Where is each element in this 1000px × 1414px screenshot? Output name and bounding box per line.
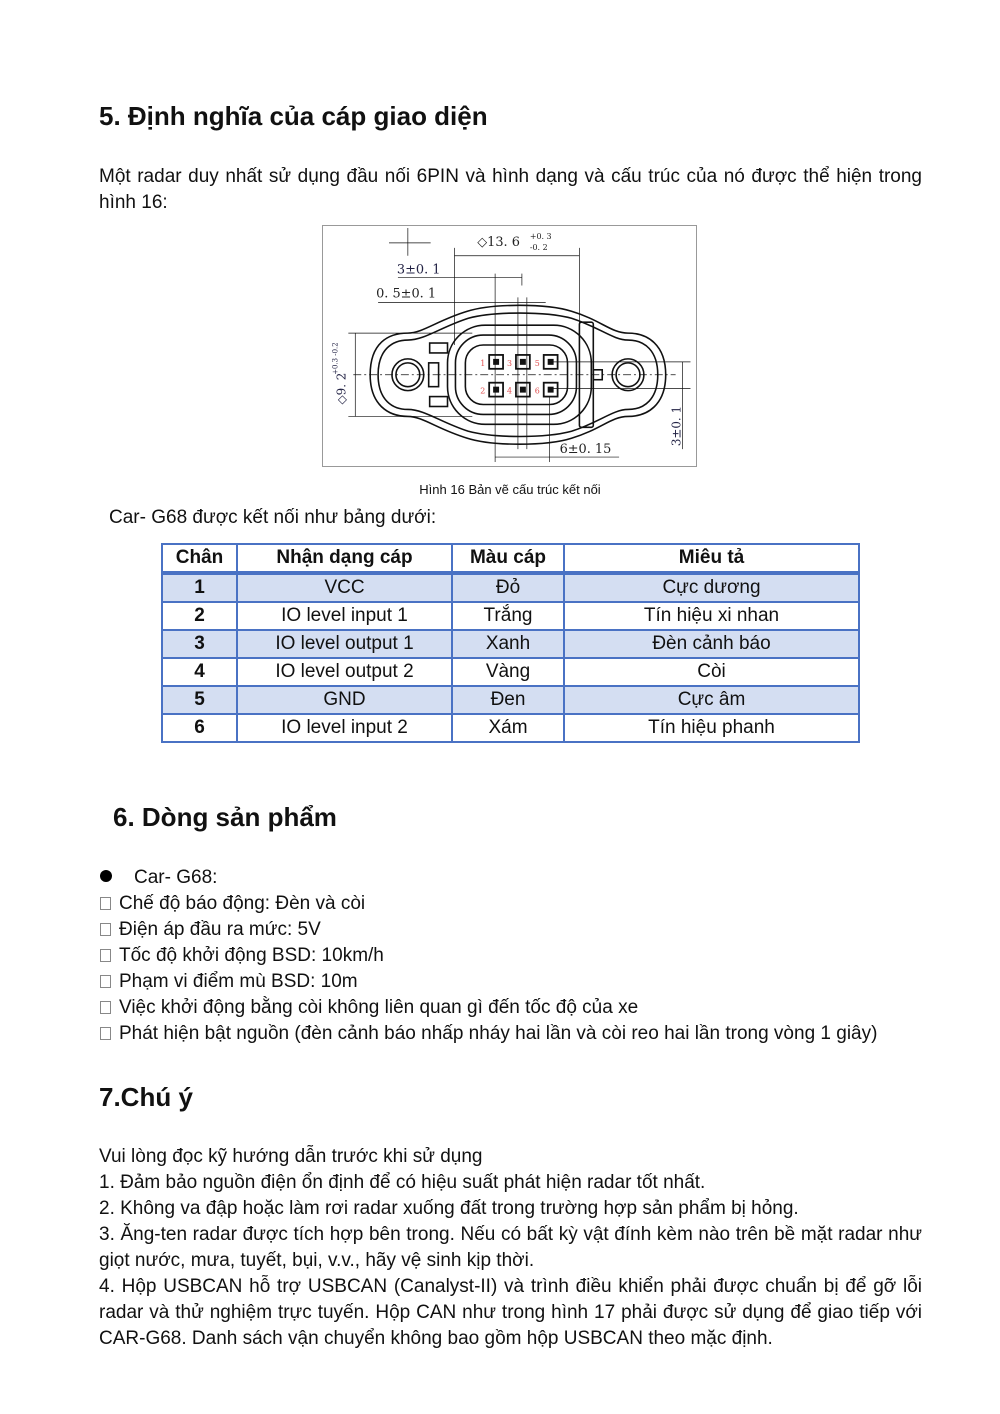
- checkbox-glyph-icon: [100, 923, 111, 936]
- note-item: 3. Ăng-ten radar được tích hợp bên trong. Nếu có bất kỳ vật đính kèm nào trên bề mặt radar như giọt nước, mưa, tuyết, bụi, v.v., hãy vệ sinh kịp thời.: [99, 1224, 922, 1271]
- table-row: [162, 630, 859, 658]
- bullet-icon: [100, 870, 112, 882]
- table-cell: Xanh: [452, 630, 564, 658]
- checkbox-glyph-icon: [100, 1027, 111, 1040]
- spec-item: [100, 917, 321, 943]
- dim-width-tol-minus: -0. 2: [529, 242, 548, 252]
- note-item: 4. Hộp USBCAN hỗ trợ USBCAN (Canalyst-II) và trình điều khiển phải được chuẩn bị để gỡ lỗi radar và thử nghiệm trực tuyến. Hộp CAN như trong hình 17 phải được sử dụng để giao tiếp với CAR-G68. Danh sách vận chuyển không bao gồm hộp USBCAN theo mặc định.: [99, 1276, 922, 1349]
- table-header-row: [162, 544, 859, 573]
- bullet-text: Car- G68:: [134, 867, 218, 888]
- table-row: [162, 658, 859, 686]
- dim-pitch-label: 3±0. 1: [396, 262, 441, 278]
- column-header: Màu cáp: [452, 544, 564, 573]
- spec-item-text: Chế độ báo động: Đèn và còi: [119, 893, 366, 914]
- checkbox-glyph-icon: [100, 949, 111, 962]
- table-cell: 1: [162, 573, 237, 602]
- bullet-item: [100, 865, 217, 891]
- table-cell: Xám: [452, 714, 564, 742]
- pin-label: 5: [534, 358, 540, 368]
- table-row: [162, 602, 859, 630]
- pin-label: 6: [534, 386, 540, 396]
- pin-label: 3: [507, 358, 513, 368]
- spec-item-text: Tốc độ khởi động BSD: 10km/h: [119, 945, 384, 966]
- note-item: 2. Không va đập hoặc làm rơi radar xuống đất trong trường hợp sản phẩm bị hỏng.: [99, 1198, 799, 1219]
- table-cell: Vàng: [452, 658, 564, 686]
- spec-item: [100, 995, 638, 1021]
- dim-width-label: ◇13. 6: [477, 234, 520, 250]
- table-cell: IO level output 1: [237, 630, 452, 658]
- table-cell: 5: [162, 686, 237, 714]
- checkbox-glyph-icon: [100, 897, 111, 910]
- section7-heading: 7.Chú ý: [99, 1082, 193, 1112]
- spec-item-text: Việc khởi động bằng còi không liên quan gì đến tốc độ của xe: [119, 997, 639, 1018]
- table-cell: Đèn cảnh báo: [564, 630, 859, 658]
- figure-caption: Hình 16 Bản vẽ cấu trúc kết nối: [419, 482, 601, 497]
- table-row: [162, 573, 859, 602]
- section7-body: [99, 1144, 922, 1352]
- pin-label: 4: [507, 386, 513, 396]
- table-cell: Tín hiệu phanh: [564, 714, 859, 742]
- pin-table: [161, 543, 860, 743]
- dim-span-label: 6±0. 15: [559, 442, 612, 458]
- dim-row-label: 3±0. 1: [669, 405, 684, 447]
- table-cell: Còi: [564, 658, 859, 686]
- table-cell: IO level input 1: [237, 602, 452, 630]
- spec-item-text: Phạm vi điểm mù BSD: 10m: [119, 971, 358, 992]
- spec-item: [100, 943, 384, 969]
- table-cell: Đỏ: [452, 573, 564, 602]
- table-cell: IO level input 2: [237, 714, 452, 742]
- table-cell: Trắng: [452, 602, 564, 630]
- table-cell: Cực dương: [564, 573, 859, 602]
- spec-item: [100, 891, 365, 917]
- table-cell: 4: [162, 658, 237, 686]
- section5-heading: 5. Định nghĩa của cáp giao diện: [99, 101, 488, 131]
- pin-label: 1: [480, 358, 486, 368]
- note-item: 1. Đảm bảo nguồn điện ổn định để có hiệu suất phát hiện radar tốt nhất.: [99, 1172, 706, 1193]
- table-row: [162, 714, 859, 742]
- column-header: Nhận dạng cáp: [237, 544, 452, 573]
- section5-intro: Một radar duy nhất sử dụng đầu nối 6PIN và hình dạng và cấu trúc của nó được thể hiện trong hình 16:: [99, 166, 922, 213]
- table-cell: 3: [162, 630, 237, 658]
- spec-item: [100, 969, 358, 995]
- spec-item-text: Điện áp đầu ra mức: 5V: [119, 919, 321, 940]
- checkbox-glyph-icon: [100, 975, 111, 988]
- section7-lead: Vui lòng đọc kỹ hướng dẫn trước khi sử dụng: [99, 1146, 483, 1167]
- table-row: [162, 686, 859, 714]
- table-cell: Cực âm: [564, 686, 859, 714]
- pin-label: 2: [480, 386, 486, 396]
- connector-drawing: [322, 225, 697, 467]
- table-cell: IO level output 2: [237, 658, 452, 686]
- table-cell: VCC: [237, 573, 452, 602]
- spec-item-text: Phát hiện bật nguồn (đèn cảnh báo nhấp nháy hai lần và còi reo hai lần trong vòng 1 giây): [119, 1023, 878, 1044]
- dim-gap-label: 0. 5±0. 1: [376, 286, 437, 302]
- section6-heading: 6. Dòng sản phẩm: [113, 802, 337, 832]
- table-intro: Car- G68 được kết nối như bảng dưới:: [109, 507, 437, 528]
- dim-height-tol: +0.3 -0.2: [331, 342, 340, 375]
- spec-item: [100, 1021, 877, 1047]
- dim-height-label: ◇9. 2: [334, 372, 349, 405]
- checkbox-glyph-icon: [100, 1001, 111, 1014]
- table-cell: 2: [162, 602, 237, 630]
- table-cell: Tín hiệu xi nhan: [564, 602, 859, 630]
- dim-width-tol-plus: +0. 3: [529, 231, 552, 241]
- table-cell: GND: [237, 686, 452, 714]
- table-cell: Đen: [452, 686, 564, 714]
- column-header: Miêu tả: [564, 544, 859, 573]
- table-cell: 6: [162, 714, 237, 742]
- column-header: Chân: [162, 544, 237, 573]
